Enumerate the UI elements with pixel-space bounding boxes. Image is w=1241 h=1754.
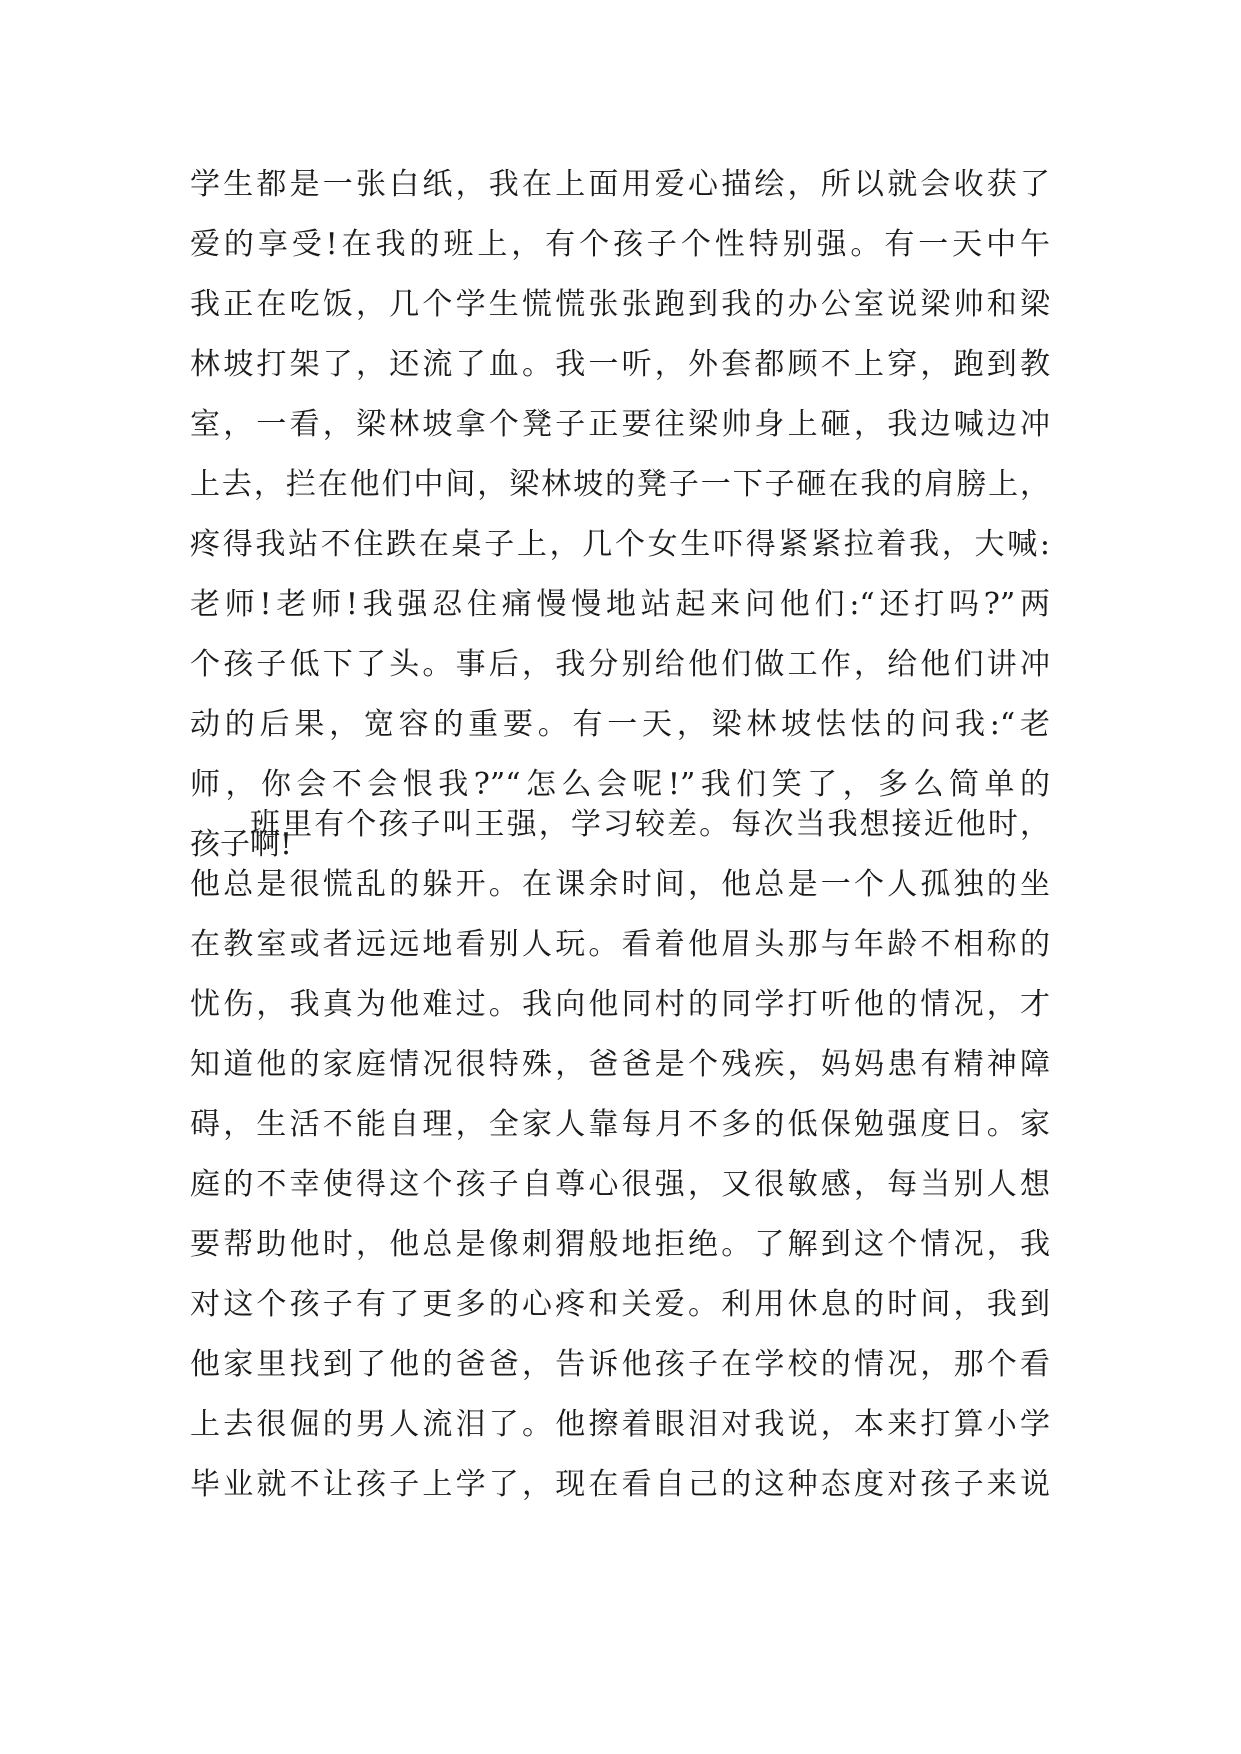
text-line: 在教室或者远远地看别人玩。看着他眉头那与年龄不相称的 [190,927,1050,962]
text-line: 他家里找到了他的爸爸，告诉他孩子在学校的情况，那个看 [190,1347,1050,1382]
text-line: 对这个孩子有了更多的心疼和关爱。利用休息的时间，我到 [190,1287,1050,1322]
text-line: 孩子啊! [190,827,293,862]
text-line: 忧伤，我真为他难过。我向他同村的同学打听他的情况，才 [190,987,1050,1022]
text-line: 个孩子低下了头。事后，我分别给他们做工作，给他们讲冲 [190,647,1050,682]
text-line: 他总是很慌乱的躲开。在课余时间，他总是一个人孤独的坐 [190,867,1050,902]
text-line: 庭的不幸使得这个孩子自尊心很强，又很敏感，每当别人想 [190,1167,1050,1202]
text-line: 我正在吃饭，几个学生慌慌张张跑到我的办公室说梁帅和梁 [190,287,1050,322]
text-line: 要帮助他时，他总是像刺猬般地拒绝。了解到这个情况，我 [190,1227,1050,1262]
paragraph-2 [190,795,1050,1515]
text-line: 师，你会不会恨我?”“怎么会呢!”我们笑了，多么简单的 [190,767,1050,802]
text-line: 上去，拦在他们中间，梁林坡的凳子一下子砸在我的肩膀上， [190,467,1050,502]
text-line: 学生都是一张白纸，我在上面用爱心描绘，所以就会收获了 [190,167,1050,202]
text-line: 毕业就不让孩子上学了，现在看自己的这种态度对孩子来说 [190,1467,1050,1502]
paragraph-1 [190,155,1050,875]
text-line: 碍，生活不能自理，全家人靠每月不多的低保勉强度日。家 [190,1107,1050,1142]
text-line: 室，一看，梁林坡拿个凳子正要往梁帅身上砸，我边喊边冲 [190,407,1050,442]
text-line: 上去很倔的男人流泪了。他擦着眼泪对我说，本来打算小学 [190,1407,1050,1442]
text-line: 疼得我站不住跌在桌子上，几个女生吓得紧紧拉着我，大喊: [190,527,1050,562]
text-line: 林坡打架了，还流了血。我一听，外套都顾不上穿，跑到教 [190,347,1050,382]
text-line: 动的后果，宽容的重要。有一天，梁林坡怯怯的问我:“老 [190,707,1050,742]
text-line: 老师!老师!我强忍住痛慢慢地站起来问他们:“还打吗?”两 [190,587,1050,622]
text-line: 班里有个孩子叫王强，学习较差。每次当我想接近他时， [250,807,1050,842]
text-line: 知道他的家庭情况很特殊，爸爸是个残疾，妈妈患有精神障 [190,1047,1050,1082]
text-line: 爱的享受!在我的班上，有个孩子个性特别强。有一天中午 [190,227,1050,262]
